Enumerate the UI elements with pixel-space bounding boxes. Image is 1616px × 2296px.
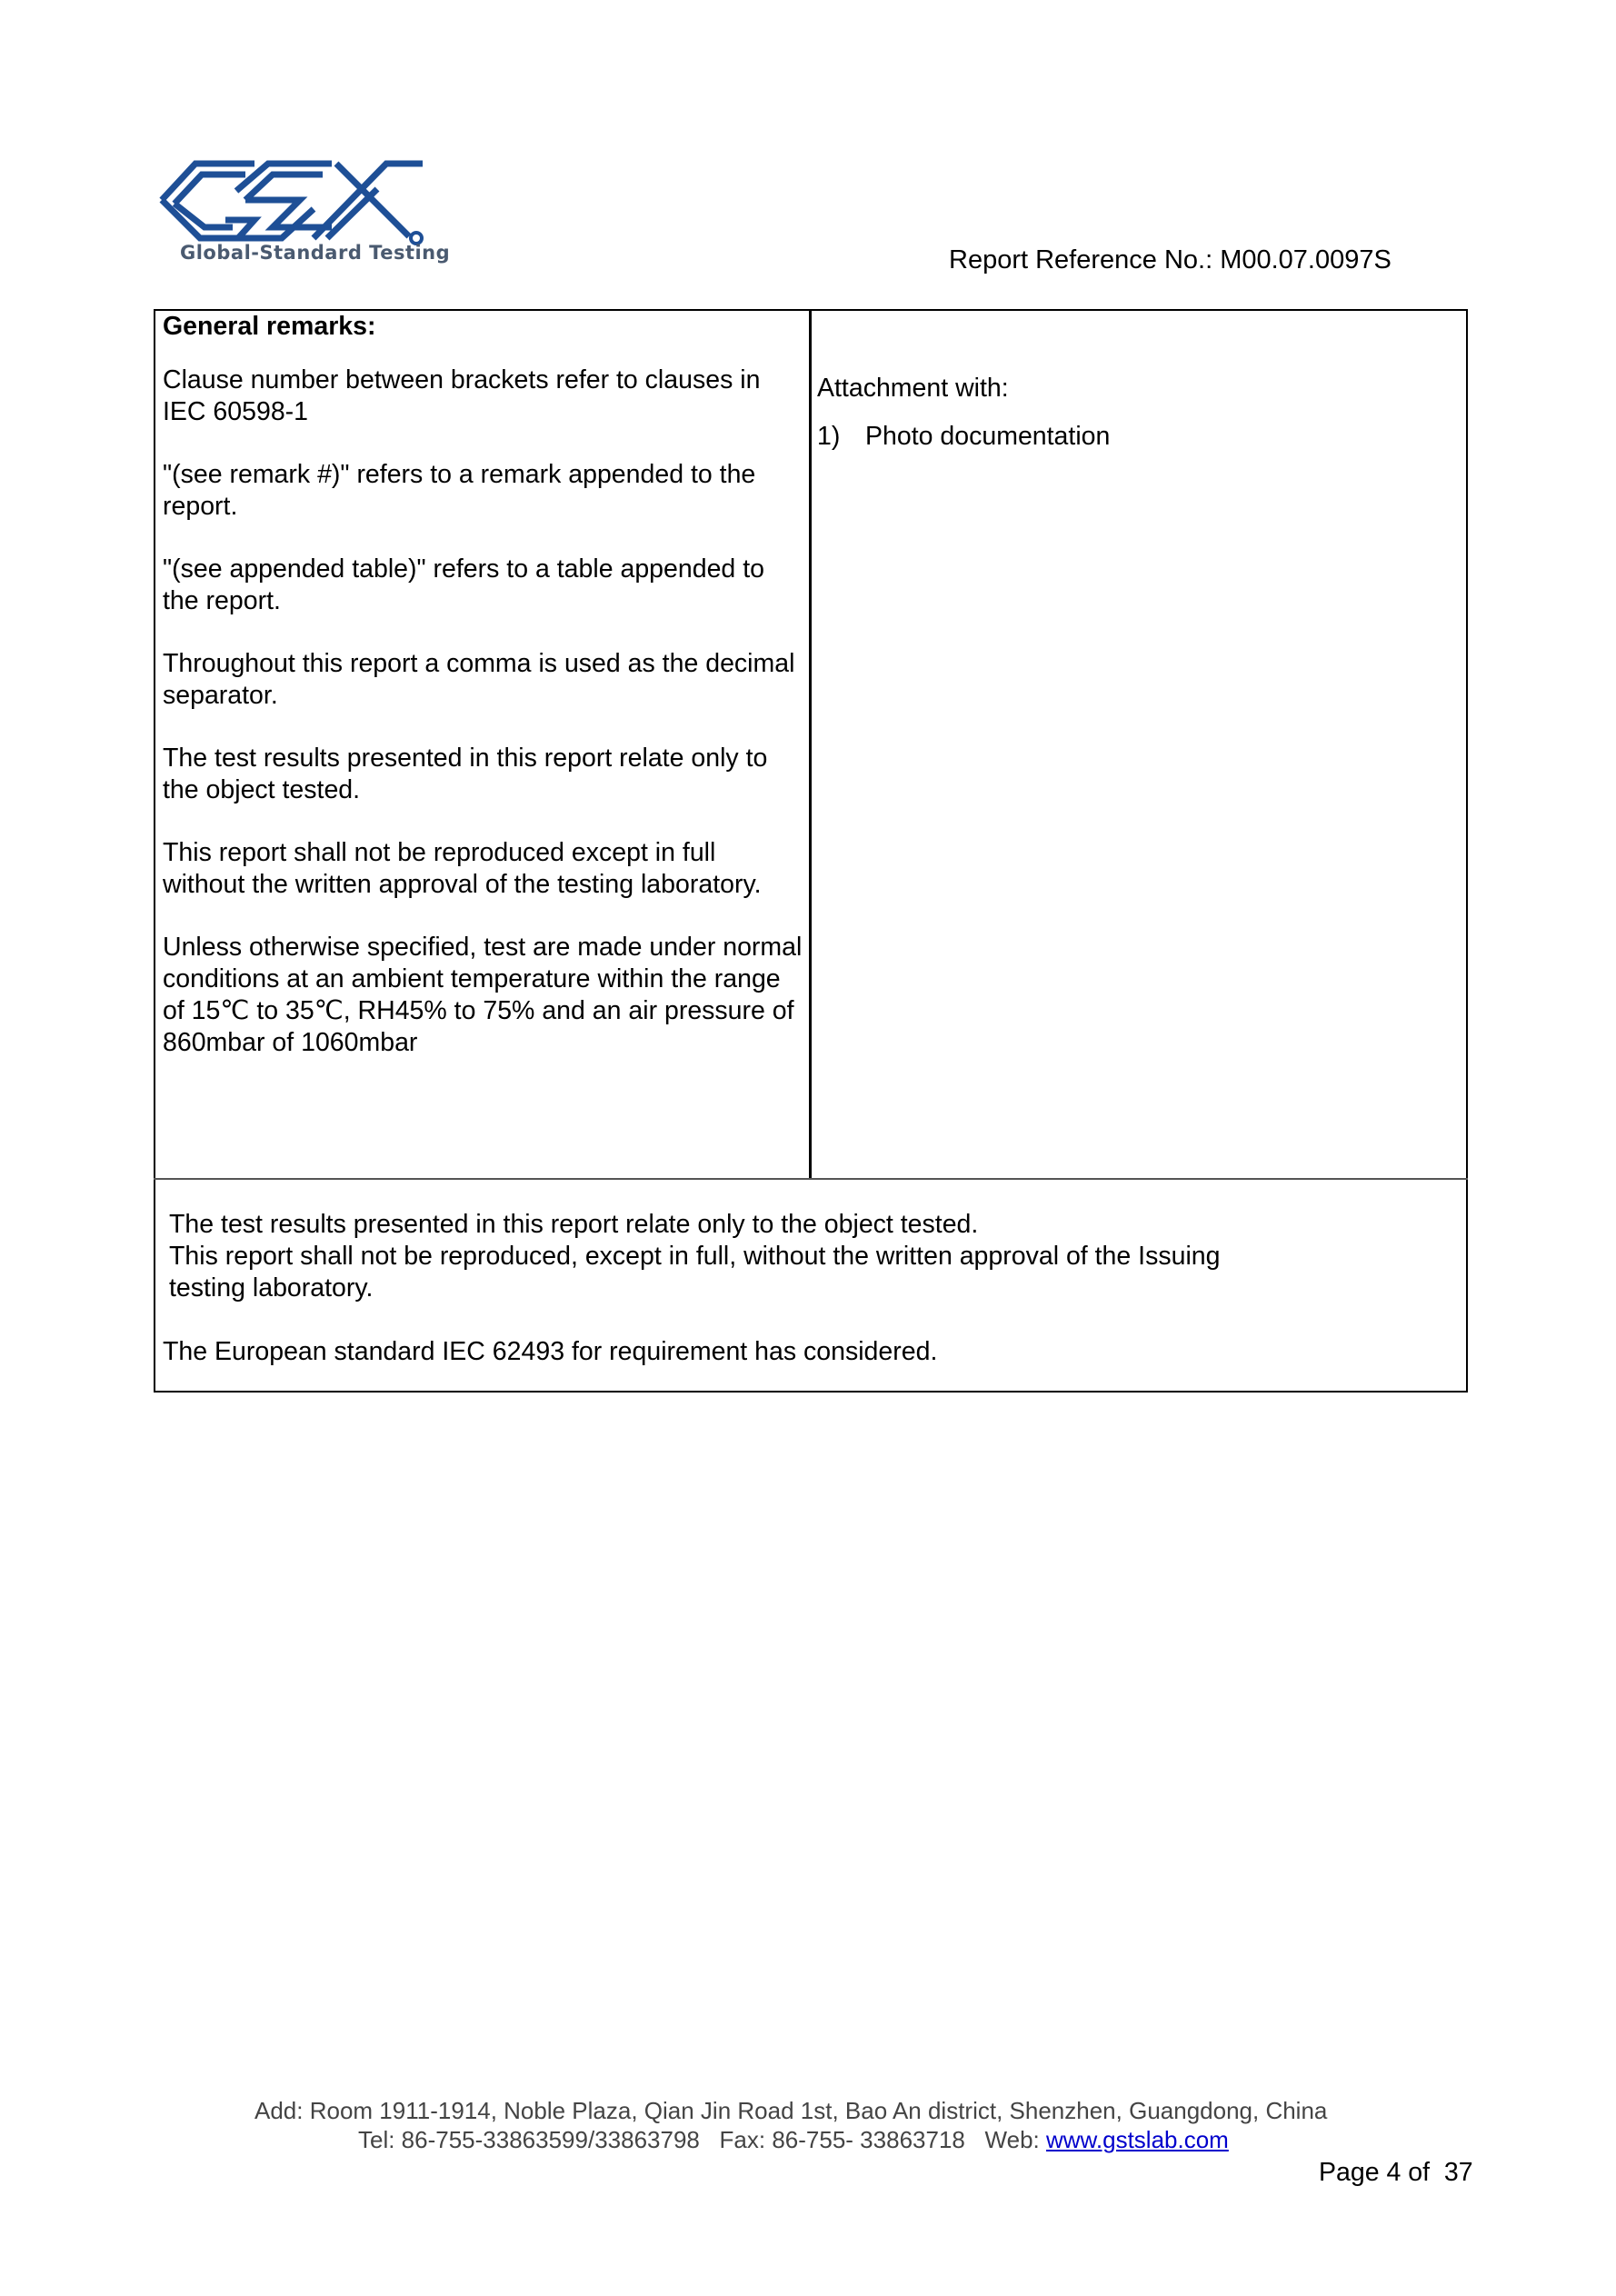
attachment-item-number: 1) [817,422,841,451]
attachment-item [817,421,1453,453]
footer-address: Add: Room 1911-1914, Noble Plaza, Qian Jin Road 1st, Bao An district, Shenzhen, Guangdong, China [254,2097,1328,2124]
notice-line: This report shall not be reproduced, except in full, without the written approval of the Issuing [169,1242,1221,1271]
gst-logo-icon [155,155,436,245]
company-logo [155,155,454,273]
report-reference: Report Reference No.: M00.07.0097S [949,245,1392,275]
notice-line: The test results presented in this report relate only to the object tested. [169,1210,979,1239]
standard-note: The European standard IEC 62493 for requirement has considered. [163,1337,938,1366]
remark-paragraph: This report shall not be reproduced except in full without the written approval of the testing laboratory. [163,838,762,899]
footer-contact [358,2125,1229,2154]
page-number: Page 4 of 37 [1319,2158,1473,2187]
remark-paragraph: The test results presented in this report relate only to the object tested. [163,744,768,804]
column-divider [809,309,812,1180]
remark-paragraph: "(see appended table)" refers to a table appended to the report. [163,554,764,615]
footer-contact-text: Tel: 86-755-33863599/33863798 Fax: 86-755- 33863718 Web: [358,2126,1046,2153]
notice-cell [163,1209,1441,1368]
attachment-title: Attachment with: [817,374,1009,403]
remark-paragraph: "(see remark #)" refers to a remark appended to the report. [163,460,756,521]
website-link[interactable]: www.gstslab.com [1045,2126,1229,2153]
remark-paragraph: Unless otherwise specified, test are made under normal conditions at an ambient temperature within the range of 15℃ to 35℃, RH45% to 75% and an air pressure of 860mbar of 1060mbar [163,933,803,1057]
remark-paragraph: Throughout this report a comma is used as the decimal separator. [163,649,795,710]
remark-paragraph: Clause number between brackets refer to clauses in IEC 60598-1 [163,365,761,426]
row-divider [154,1178,1468,1180]
attachment-cell [817,373,1453,453]
attachment-item-label: Photo documentation [865,422,1111,451]
general-remarks-cell [163,311,803,1090]
general-remarks-title: General remarks: [163,312,376,341]
notice-line: testing laboratory. [169,1273,374,1303]
logo-text: Global-Standard Testing [180,242,451,264]
